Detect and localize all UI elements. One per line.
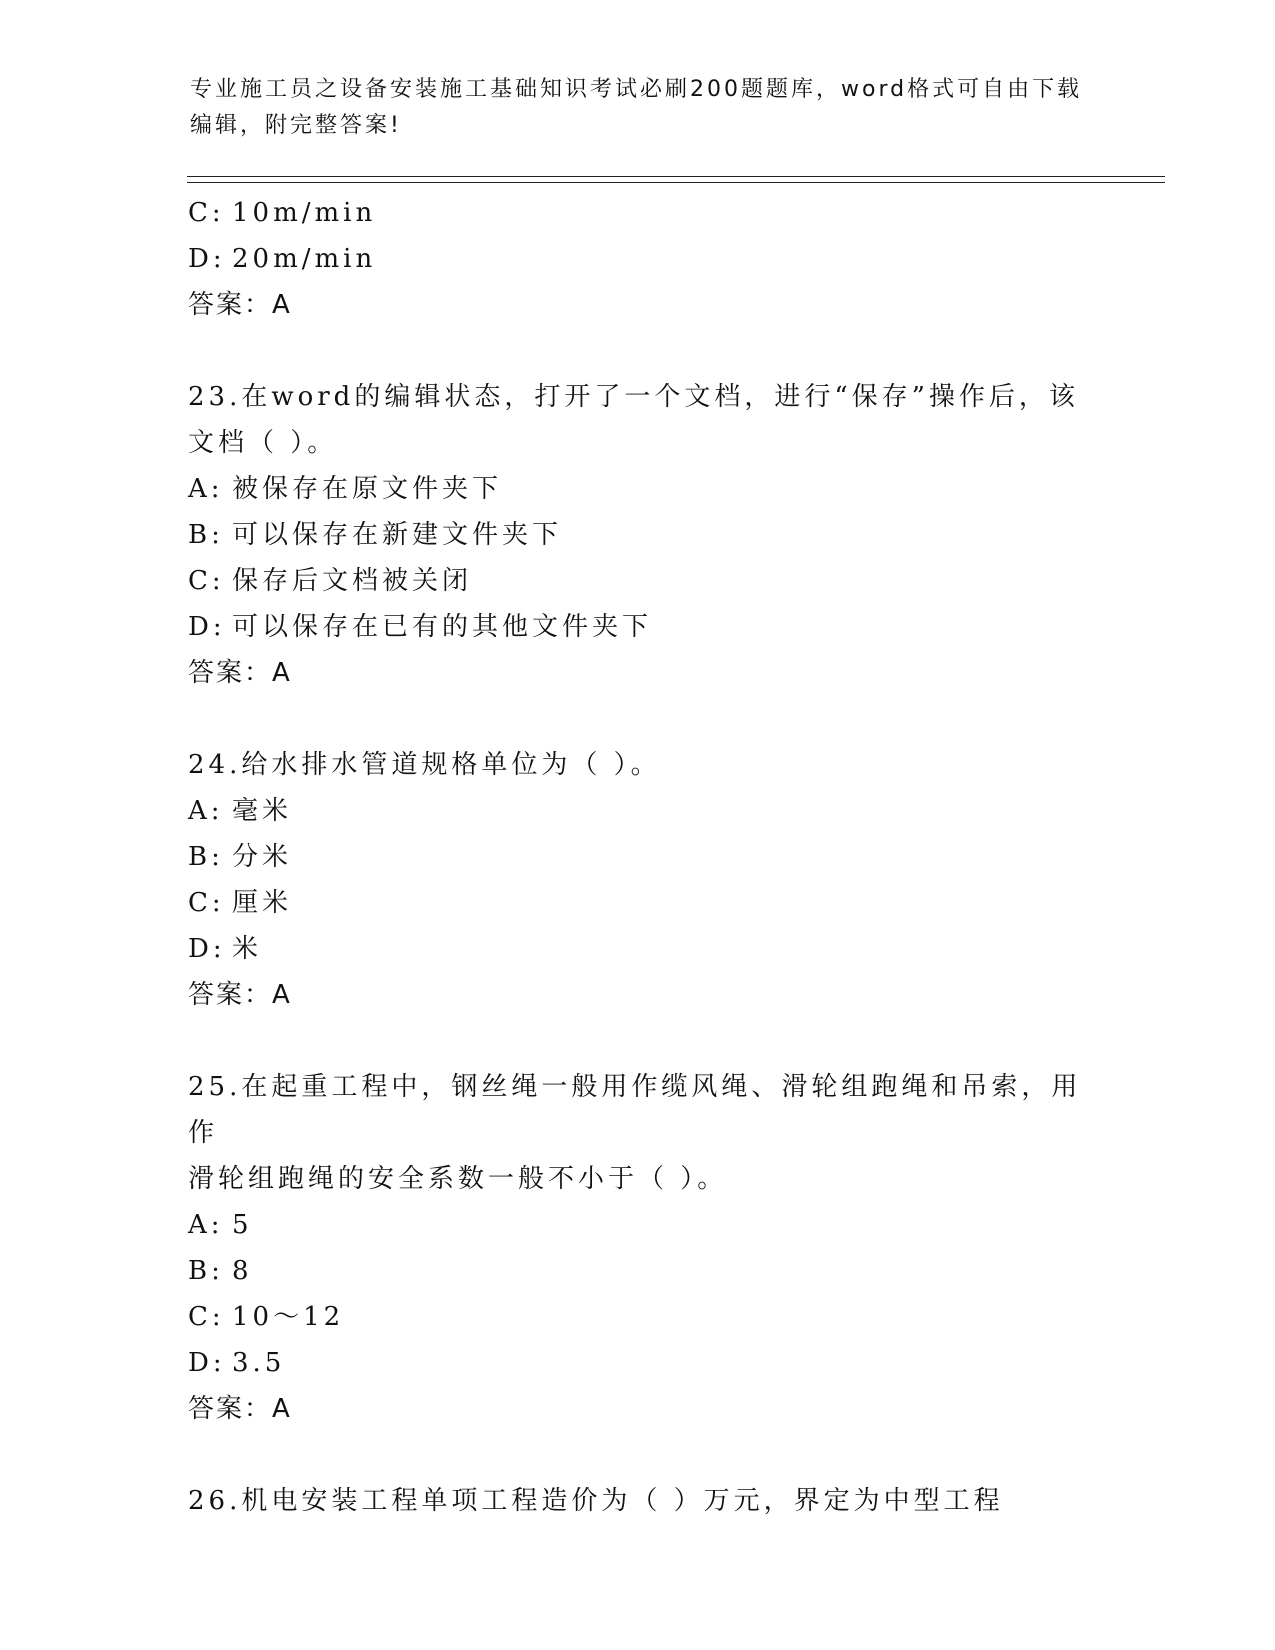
option-text: 10m/min xyxy=(232,198,377,228)
option-text: 厘米 xyxy=(232,888,293,918)
option-d xyxy=(188,604,1088,650)
option-text: 5 xyxy=(232,1210,253,1240)
option-text: 保存后文档被关闭 xyxy=(232,566,473,596)
option-b xyxy=(188,512,1088,558)
option-key: C: xyxy=(188,1302,225,1332)
option-a xyxy=(188,1202,1088,1248)
header-divider-top xyxy=(187,176,1165,177)
option-d xyxy=(188,1340,1088,1386)
spacer xyxy=(188,1018,1088,1064)
option-key: D: xyxy=(188,1348,226,1378)
question-22-tail xyxy=(188,190,1088,328)
question-24 xyxy=(188,742,1088,1018)
option-key: C: xyxy=(188,566,225,596)
question-list xyxy=(188,190,1088,1524)
question-text-line-1: 26.机电安装工程单项工程造价为（ ）万元，界定为中型工程 xyxy=(188,1486,1004,1516)
header-divider-bottom xyxy=(187,182,1165,183)
option-text: 毫米 xyxy=(232,796,293,826)
option-text: 被保存在原文件夹下 xyxy=(232,474,503,504)
option-c xyxy=(188,1294,1088,1340)
spacer xyxy=(188,328,1088,374)
answer-line: 答案：A xyxy=(188,980,292,1010)
answer-line: 答案：A xyxy=(188,1394,292,1424)
option-text: 可以保存在已有的其他文件夹下 xyxy=(232,612,653,642)
option-b xyxy=(188,834,1088,880)
option-key: D: xyxy=(188,612,226,642)
option-a xyxy=(188,466,1088,512)
answer-line: 答案：A xyxy=(188,290,292,320)
option-text: 20m/min xyxy=(232,244,377,274)
spacer xyxy=(188,1432,1088,1478)
option-key: A: xyxy=(188,796,224,826)
option-d xyxy=(188,926,1088,972)
question-text-line-1: 23.在word的编辑状态，打开了一个文档，进行“保存”操作后，该 xyxy=(188,382,1079,412)
answer-line: 答案：A xyxy=(188,658,292,688)
question-text-line-2: 滑轮组跑绳的安全系数一般不小于（ ）。 xyxy=(188,1164,728,1194)
option-b xyxy=(188,1248,1088,1294)
option-key: B: xyxy=(188,1256,224,1286)
option-key: B: xyxy=(188,520,224,550)
question-25 xyxy=(188,1064,1088,1432)
option-text: 可以保存在新建文件夹下 xyxy=(232,520,563,550)
option-c xyxy=(188,558,1088,604)
option-text: 10～12 xyxy=(232,1302,345,1332)
spacer xyxy=(188,696,1088,742)
option-key: A: xyxy=(188,474,224,504)
question-text-line-1: 24.给水排水管道规格单位为（ ）。 xyxy=(188,750,661,780)
option-key: A: xyxy=(188,1210,224,1240)
option-key: B: xyxy=(188,842,224,872)
option-text: 3.5 xyxy=(232,1348,286,1378)
question-26 xyxy=(188,1478,1088,1524)
question-23 xyxy=(188,374,1088,696)
document-header xyxy=(190,72,1090,144)
question-text-line-2: 文档（ ）。 xyxy=(188,428,338,458)
option-a xyxy=(188,788,1088,834)
option-key: D: xyxy=(188,244,226,274)
option-c xyxy=(188,190,1088,236)
header-line-1: 专业施工员之设备安装施工基础知识考试必刷200题题库，word格式可自由下载 xyxy=(190,77,1083,102)
header-line-2: 编辑，附完整答案! xyxy=(190,113,402,138)
option-text: 米 xyxy=(232,934,263,964)
option-key: D: xyxy=(188,934,226,964)
option-text: 分米 xyxy=(232,842,293,872)
question-text-line-1: 25.在起重工程中，钢丝绳一般用作缆风绳、滑轮组跑绳和吊索，用作 xyxy=(188,1072,1082,1148)
option-d xyxy=(188,236,1088,282)
option-key: C: xyxy=(188,888,225,918)
option-key: C: xyxy=(188,198,225,228)
option-text: 8 xyxy=(232,1256,253,1286)
option-c xyxy=(188,880,1088,926)
